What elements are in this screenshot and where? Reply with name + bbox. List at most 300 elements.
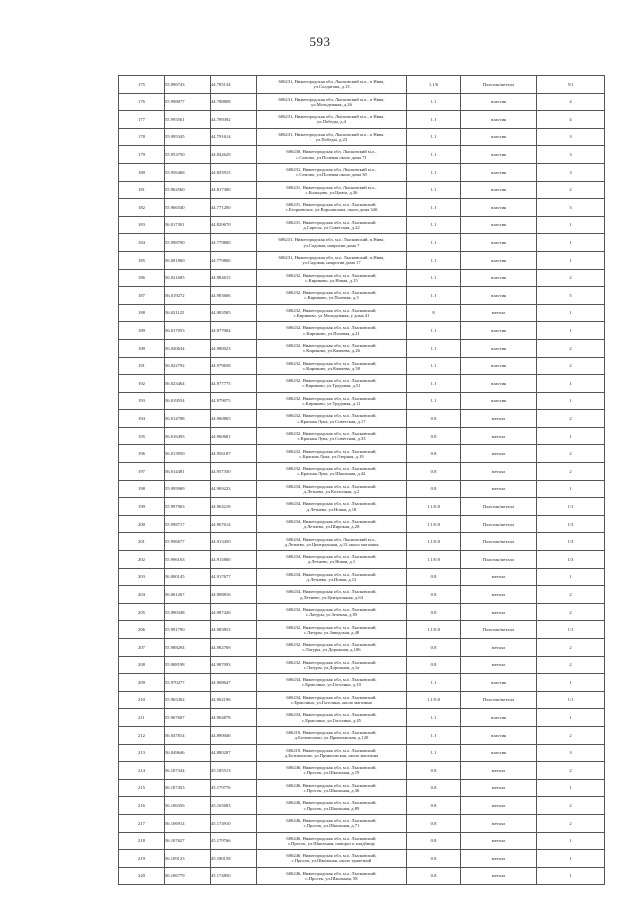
latitude-cell: 55.965302 (165, 691, 211, 709)
table-row (119, 304, 605, 322)
row-number: 195 (119, 427, 165, 445)
longitude-cell: 45.180158 (211, 850, 257, 868)
row-number: 182 (119, 199, 165, 217)
address-cell (257, 199, 407, 217)
latitude-cell: 56.014481 (165, 463, 211, 481)
container-material-cell: пластик (461, 181, 537, 199)
longitude-cell: 44.779800 (211, 234, 257, 252)
address-cell (257, 269, 407, 287)
table-row (119, 551, 605, 569)
container-volume-cell: 1.1 (407, 375, 461, 393)
latitude-cell: 56.017301 (165, 216, 211, 234)
container-count-cell: 1 (537, 674, 605, 692)
row-number: 175 (119, 76, 165, 94)
address-cell (257, 639, 407, 657)
address-cell (257, 216, 407, 234)
table-row (119, 287, 605, 305)
address-line: с.Кириково, ул.Полевая, д.3 (304, 295, 359, 301)
table-row (119, 216, 605, 234)
container-volume-cell: 0.8 (407, 427, 461, 445)
container-count-cell: 2 (537, 586, 605, 604)
address-cell (257, 111, 407, 129)
latitude-cell: 55.988294 (165, 639, 211, 657)
latitude-cell: 55.988198 (165, 656, 211, 674)
table-row (119, 463, 605, 481)
container-material-cell: пластик (461, 163, 537, 181)
address-line: 606231, Нижегородская обл, м.о. Лысковский, (286, 202, 377, 208)
container-count-cell: 4 (537, 93, 605, 111)
container-count-cell: 1 (537, 234, 605, 252)
container-count-cell: 2 (537, 410, 605, 428)
row-number: 193 (119, 392, 165, 410)
row-number: 205 (119, 603, 165, 621)
container-volume-cell: 1.1 (407, 111, 461, 129)
row-number: 184 (119, 234, 165, 252)
container-material-cell: металл (461, 304, 537, 322)
row-number: 194 (119, 410, 165, 428)
address-line: с.Просек, ул.Школьная, поворот к кладбищу (287, 840, 376, 846)
table-row (119, 128, 605, 146)
latitude-cell: 55.996743 (165, 76, 211, 94)
longitude-cell: 44.960865 (211, 410, 257, 428)
row-number: 216 (119, 797, 165, 815)
address-line: 606234, Нижегородская обл, м.о. Лысковский, (286, 554, 377, 560)
container-material-cell: пластик (461, 269, 537, 287)
address-cell (257, 76, 407, 94)
table-row (119, 639, 605, 657)
address-cell (257, 251, 407, 269)
row-number: 218 (119, 832, 165, 850)
address-line: с.Красная Лука, ул.Советская, д.17 (297, 418, 366, 424)
address-line: 606232, Нижегородская обл, м.о. Лысковский, (286, 272, 377, 278)
address-cell (257, 445, 407, 463)
address-line: 606231, Нижегородская обл, Лысковский м.о., п Нива, (278, 96, 385, 102)
row-number: 188 (119, 304, 165, 322)
container-volume-cell: 0.8 (407, 410, 461, 428)
container-material-cell: пластик (461, 146, 537, 164)
table-row (119, 163, 605, 181)
address-line: д.Ботимолово, ул.Приволжская, около магазина (284, 752, 379, 758)
table-row (119, 480, 605, 498)
container-material-cell: пластик (461, 93, 537, 111)
table-row (119, 445, 605, 463)
table-row (119, 269, 605, 287)
table-row (119, 410, 605, 428)
container-volume-cell: 0.8 (407, 603, 461, 621)
row-number: 179 (119, 146, 165, 164)
address-cell (257, 656, 407, 674)
longitude-cell: 44.987093 (211, 656, 257, 674)
address-line: 606232, Нижегородская обл, м.о. Лысковский, (286, 448, 377, 454)
address-line: ул.Молодежная, д.26 (311, 101, 352, 107)
container-count-cell: 3 (537, 163, 605, 181)
table-row (119, 832, 605, 850)
address-line: ул.Победы, д.23 (315, 137, 348, 143)
container-material-cell: металл (461, 832, 537, 850)
container-material-cell: пластик (461, 111, 537, 129)
container-count-cell: 1 (537, 850, 605, 868)
container-material-cell: пластик (461, 234, 537, 252)
container-material-cell: металл (461, 779, 537, 797)
container-volume-cell: 1.1 (407, 199, 461, 217)
address-line: с.Егорьевское, ул.Ворошилова, около дома 34б (285, 207, 378, 213)
table-row (119, 76, 605, 94)
container-count-cell: 1 (537, 867, 605, 885)
container-count-cell: 1 (537, 427, 605, 445)
row-number: 178 (119, 128, 165, 146)
address-line: 606234, Нижегородская обл, Лысковский м.о., (286, 536, 377, 542)
table-row (119, 199, 605, 217)
longitude-cell: 44.880207 (211, 744, 257, 762)
container-count-cell: 1 (537, 709, 605, 727)
address-line: с.Кириково, ул.Новая, д.15 (305, 277, 358, 283)
container-count-cell: 2 (537, 814, 605, 832)
latitude-cell: 55.998077 (165, 93, 211, 111)
container-count-cell: 1 (537, 251, 605, 269)
latitude-cell: 55.967607 (165, 709, 211, 727)
address-line: ул.Победы, д.4 (317, 119, 346, 125)
row-number: 211 (119, 709, 165, 727)
container-volume-cell: 1.1/0.8 (407, 621, 461, 639)
address-cell (257, 287, 407, 305)
container-count-cell: 2 (537, 797, 605, 815)
container-volume-cell: 1.1/0.8 (407, 498, 461, 516)
latitude-cell: 55.996163 (165, 551, 211, 569)
latitude-cell: 56.107453 (165, 779, 211, 797)
longitude-cell: 44.779800 (211, 251, 257, 269)
longitude-cell: 44.977775 (211, 375, 257, 393)
latitude-cell: 55.998717 (165, 515, 211, 533)
table-row (119, 603, 605, 621)
address-line: 606232, Нижегородская обл, м.о. Лысковский, (286, 624, 377, 630)
container-volume-cell: 1.1/0.8 (407, 691, 461, 709)
address-line: с.Латуры, ул.Заводская, д.40 (303, 629, 360, 635)
address-line: 606246, Нижегородская обл, м.о. Лысковский, (286, 818, 377, 824)
container-volume-cell: 1.1 (407, 744, 461, 762)
latitude-cell: 56.021605 (165, 269, 211, 287)
longitude-cell: 45.179776 (211, 779, 257, 797)
container-count-cell: 1 (537, 480, 605, 498)
address-line: д.Летнево, ул.Центральная, д.63 (299, 594, 363, 600)
table-row (119, 146, 605, 164)
address-line: с.Просек, ул.Школьная, д.19 (303, 770, 360, 776)
table-row (119, 392, 605, 410)
latitude-cell: 56.013950 (165, 445, 211, 463)
row-number: 209 (119, 674, 165, 692)
address-line: 606231, Нижегородская обл, Лысковский м.о., п Нива, (278, 114, 385, 120)
address-cell (257, 674, 407, 692)
address-cell (257, 93, 407, 111)
address-cell (257, 586, 407, 604)
address-line: с.Кириково, ул.Камчева, д.26 (303, 348, 360, 354)
address-line: 606234, Нижегородская обл, м.о. Лысковский, (286, 677, 377, 683)
container-volume-cell: 0.8 (407, 586, 461, 604)
address-line: с.Красная Лука, ул.Советская, д.33 (297, 436, 366, 442)
longitude-cell: 45.174910 (211, 814, 257, 832)
latitude-cell: 55.997963 (165, 498, 211, 516)
container-material-cell: Пластик/металл (461, 76, 537, 94)
address-line: с.Ермолино, ул.Гоголина, д.45 (302, 717, 361, 723)
address-cell (257, 357, 407, 375)
table-row (119, 568, 605, 586)
address-line: с.Семово, ул.Полевая около дома 71 (296, 154, 367, 160)
address-line: 606234, Нижегородская обл, м.о. Лысковский, (286, 589, 377, 595)
container-volume-cell: 1.1 (407, 726, 461, 744)
address-line: 606232, Нижегородская обл, м.о. Лысковский, (286, 325, 377, 331)
container-material-cell: Пластик/металл (461, 533, 537, 551)
container-material-cell: металл (461, 445, 537, 463)
container-volume-cell: 0.8 (407, 445, 461, 463)
longitude-cell: 44.791614 (211, 128, 257, 146)
address-line: 606232, Нижегородская обл, м.о. Лысковский, (286, 642, 377, 648)
container-count-cell: 2 (537, 339, 605, 357)
address-line: 606231, Нижегородская обл, Лысковский м.о., п Нива, (278, 79, 385, 85)
longitude-cell: 44.789392 (211, 111, 257, 129)
container-volume-cell: 1.1 (407, 674, 461, 692)
container-volume-cell: 0.8 (407, 814, 461, 832)
address-line: ул.Солдатова, д.13 (313, 84, 350, 90)
address-cell (257, 234, 407, 252)
address-line: 606232, Нижегородская обл, м.о. Лысковский, (286, 290, 377, 296)
latitude-cell: 56.021125 (165, 304, 211, 322)
address-line: 606231, Нижегородская обл, м.о. Лысковский, п.Нива, (278, 255, 385, 261)
address-line: с.Просек, ул.Школьная, 58 (305, 876, 358, 882)
address-line: 606246, Нижегородская обл, м.о. Лысковский, (286, 800, 377, 806)
row-number: 215 (119, 779, 165, 797)
address-line: с.Кириково, ул.Полевая, д.21 (303, 330, 360, 336)
container-material-cell: пластик (461, 322, 537, 340)
longitude-cell: 44.909223 (211, 480, 257, 498)
address-cell (257, 375, 407, 393)
container-count-cell: 3 (537, 199, 605, 217)
container-material-cell: металл (461, 639, 537, 657)
address-line: с.Просек, ул.Школьная, д.71 (303, 823, 360, 829)
container-volume-cell: 0.8 (407, 639, 461, 657)
longitude-cell: 44.960681 (211, 427, 257, 445)
latitude-cell: 55.991790 (165, 621, 211, 639)
address-line: 606234, Нижегородская обл, м.о. Лысковский, (286, 694, 377, 700)
container-material-cell: пластик (461, 375, 537, 393)
address-line: с.Латуры, ул.Дорожная, д.106 (302, 647, 361, 653)
address-line: с.Ермолино, ул.Гоголина, около магазина (291, 700, 372, 706)
row-number: 210 (119, 691, 165, 709)
table-row (119, 515, 605, 533)
address-line: 606246, Нижегородская обл, м.о. Лысковский, (286, 782, 377, 788)
latitude-cell: 56.106779 (165, 867, 211, 885)
address-line: 606232, Нижегородская обл, м.о. Лысковский, (286, 395, 377, 401)
longitude-cell: 44.983585 (211, 304, 257, 322)
table-row (119, 621, 605, 639)
latitude-cell: 56.001267 (165, 586, 211, 604)
container-volume-cell: 1.1 (407, 251, 461, 269)
container-volume-cell: 1.1 (407, 163, 461, 181)
row-number: 187 (119, 287, 165, 305)
longitude-cell: 44.817300 (211, 181, 257, 199)
address-cell (257, 779, 407, 797)
address-cell (257, 797, 407, 815)
container-count-cell: 1 (537, 832, 605, 850)
address-line: д.Летнево, ул.Центральная, д.13 около магазина (284, 541, 379, 547)
address-cell (257, 304, 407, 322)
container-volume-cell: 1.1/6 (407, 76, 461, 94)
container-count-cell: 2 (537, 445, 605, 463)
container-volume-cell: 1.1/0.8 (407, 533, 461, 551)
table-row (119, 586, 605, 604)
address-line: 606234, Нижегородская обл, м.о. Лысковский, (286, 571, 377, 577)
latitude-cell: 56.107344 (165, 762, 211, 780)
container-material-cell: металл (461, 410, 537, 428)
address-cell (257, 146, 407, 164)
address-line: 606234, Нижегородская обл, м.о. Лысковский, (286, 501, 377, 507)
container-material-cell: пластик (461, 357, 537, 375)
address-line: 606232, Нижегородская обл, м.о. Лысковский, (286, 659, 377, 665)
latitude-cell: 55.990348 (165, 603, 211, 621)
address-line: 606232, Нижегородская обл, м.о. Лысковский, (286, 430, 377, 436)
container-material-cell: Пластик/металл (461, 515, 537, 533)
row-number: 206 (119, 621, 165, 639)
container-volume-cell: 1.1 (407, 146, 461, 164)
container-count-cell: 1 (537, 375, 605, 393)
container-volume-cell: 1.1 (407, 709, 461, 727)
longitude-cell: 44.917677 (211, 568, 257, 586)
address-cell (257, 709, 407, 727)
container-material-cell: металл (461, 814, 537, 832)
latitude-cell: 56.047814 (165, 726, 211, 744)
row-number: 197 (119, 463, 165, 481)
container-material-cell: пластик (461, 674, 537, 692)
container-volume-cell: 1.1 (407, 216, 461, 234)
table-row (119, 850, 605, 868)
address-line: 606231, Нижегородская обл, Лысковский м.о., п Нива, (278, 131, 385, 137)
address-cell (257, 533, 407, 551)
table-row (119, 656, 605, 674)
longitude-cell: 44.977004 (211, 322, 257, 340)
address-cell (257, 498, 407, 516)
row-number: 214 (119, 762, 165, 780)
address-line: с.Кириково, ул.Трудовая, д.11 (302, 400, 361, 406)
container-volume-cell: 0.8 (407, 656, 461, 674)
longitude-cell: 44.984615 (211, 269, 257, 287)
address-cell (257, 850, 407, 868)
latitude-cell: 56.109123 (165, 850, 211, 868)
address-line: 606210, Нижегородская обл, м.о. Лысковский, (286, 730, 377, 736)
container-count-cell: 1 (537, 392, 605, 410)
page-number: 593 (309, 34, 331, 49)
address-line: д.Саресы, ул.Советская, д.22 (303, 225, 360, 231)
container-material-cell: пластик (461, 726, 537, 744)
container-count-cell: 3 (537, 744, 605, 762)
address-line: ул.Садовая, напротив дома 7 (303, 242, 360, 248)
table-row (119, 674, 605, 692)
table-row (119, 93, 605, 111)
latitude-cell: 56.107627 (165, 832, 211, 850)
row-number: 200 (119, 515, 165, 533)
address-line: д.Летнево, ул.Новая, д.1 (307, 559, 356, 565)
row-number: 183 (119, 216, 165, 234)
container-material-cell: металл (461, 480, 537, 498)
longitude-cell: 44.979075 (211, 392, 257, 410)
container-count-cell: 1 (537, 779, 605, 797)
address-cell (257, 832, 407, 850)
latitude-cell: 55.995969 (165, 480, 211, 498)
longitude-cell: 44.913450 (211, 533, 257, 551)
address-line: 606234, Нижегородская обл, м.о. Лысковский, (286, 483, 377, 489)
container-volume-cell: 1.1 (407, 287, 461, 305)
container-material-cell: металл (461, 568, 537, 586)
container-count-cell: 5/1 (537, 76, 605, 94)
container-volume-cell: 1.1 (407, 93, 461, 111)
address-line: с.Красная Лука, ул.Озерная, д.19 (299, 453, 364, 459)
latitude-cell: 56.017053 (165, 322, 211, 340)
longitude-cell: 44.983606 (211, 287, 257, 305)
container-material-cell: металл (461, 603, 537, 621)
address-cell (257, 621, 407, 639)
container-material-cell: Пластик/металл (461, 498, 537, 516)
longitude-cell: 44.788808 (211, 93, 257, 111)
container-material-cell: металл (461, 850, 537, 868)
container-count-cell: 1 (537, 216, 605, 234)
address-cell (257, 515, 407, 533)
address-line: д.Летнево, ул.Колхозная, д.2 (303, 488, 360, 494)
address-line: 606234, Нижегородская обл, м.о. Лысковский, (286, 518, 377, 524)
address-line: 606210, Нижегородская обл, м.о. Лысковский, (286, 747, 377, 753)
container-material-cell: металл (461, 797, 537, 815)
latitude-cell: 55.995345 (165, 128, 211, 146)
container-material-cell: Пластик/металл (461, 691, 537, 709)
container-count-cell: 2 (537, 762, 605, 780)
latitude-cell: 55.966540 (165, 199, 211, 217)
container-volume-cell: 0.8 (407, 463, 461, 481)
table-row (119, 779, 605, 797)
row-number: 201 (119, 533, 165, 551)
table-row (119, 251, 605, 269)
container-volume-cell: 1.1 (407, 357, 461, 375)
longitude-cell: 44.904218 (211, 498, 257, 516)
address-cell (257, 410, 407, 428)
address-cell (257, 568, 407, 586)
row-number: 192 (119, 375, 165, 393)
latitude-cell: 56.106914 (165, 814, 211, 832)
row-number: 204 (119, 586, 165, 604)
container-material-cell: пластик (461, 216, 537, 234)
table-row (119, 498, 605, 516)
address-cell (257, 339, 407, 357)
container-material-cell: пластик (461, 287, 537, 305)
row-number: 220 (119, 867, 165, 885)
latitude-cell: 55.970277 (165, 674, 211, 692)
address-line: с.Просек, ул.Школьная, около трапезной (291, 858, 372, 864)
container-volume-cell: 1.1 (407, 322, 461, 340)
container-material-cell: металл (461, 427, 537, 445)
container-material-cell: Пластик/металл (461, 621, 537, 639)
container-count-cell: 5 (537, 287, 605, 305)
container-material-cell: металл (461, 762, 537, 780)
address-line: 606232, Нижегородская обл, м.о. Лысковский, (286, 606, 377, 612)
longitude-cell: 45.165683 (211, 797, 257, 815)
container-count-cell: 1 (537, 568, 605, 586)
address-cell (257, 427, 407, 445)
longitude-cell: 44.785134 (211, 76, 257, 94)
table-row (119, 181, 605, 199)
address-line: с.Ермолино, ул.Гоголина, д.10 (302, 682, 361, 688)
latitude-cell: 56.016493 (165, 427, 211, 445)
container-count-cell: 2 (537, 656, 605, 674)
table-row (119, 375, 605, 393)
container-material-cell: металл (461, 867, 537, 885)
longitude-cell: 45.179766 (211, 832, 257, 850)
address-cell (257, 726, 407, 744)
address-line: с.Просек, ул.Школьная, д.36 (303, 788, 360, 794)
